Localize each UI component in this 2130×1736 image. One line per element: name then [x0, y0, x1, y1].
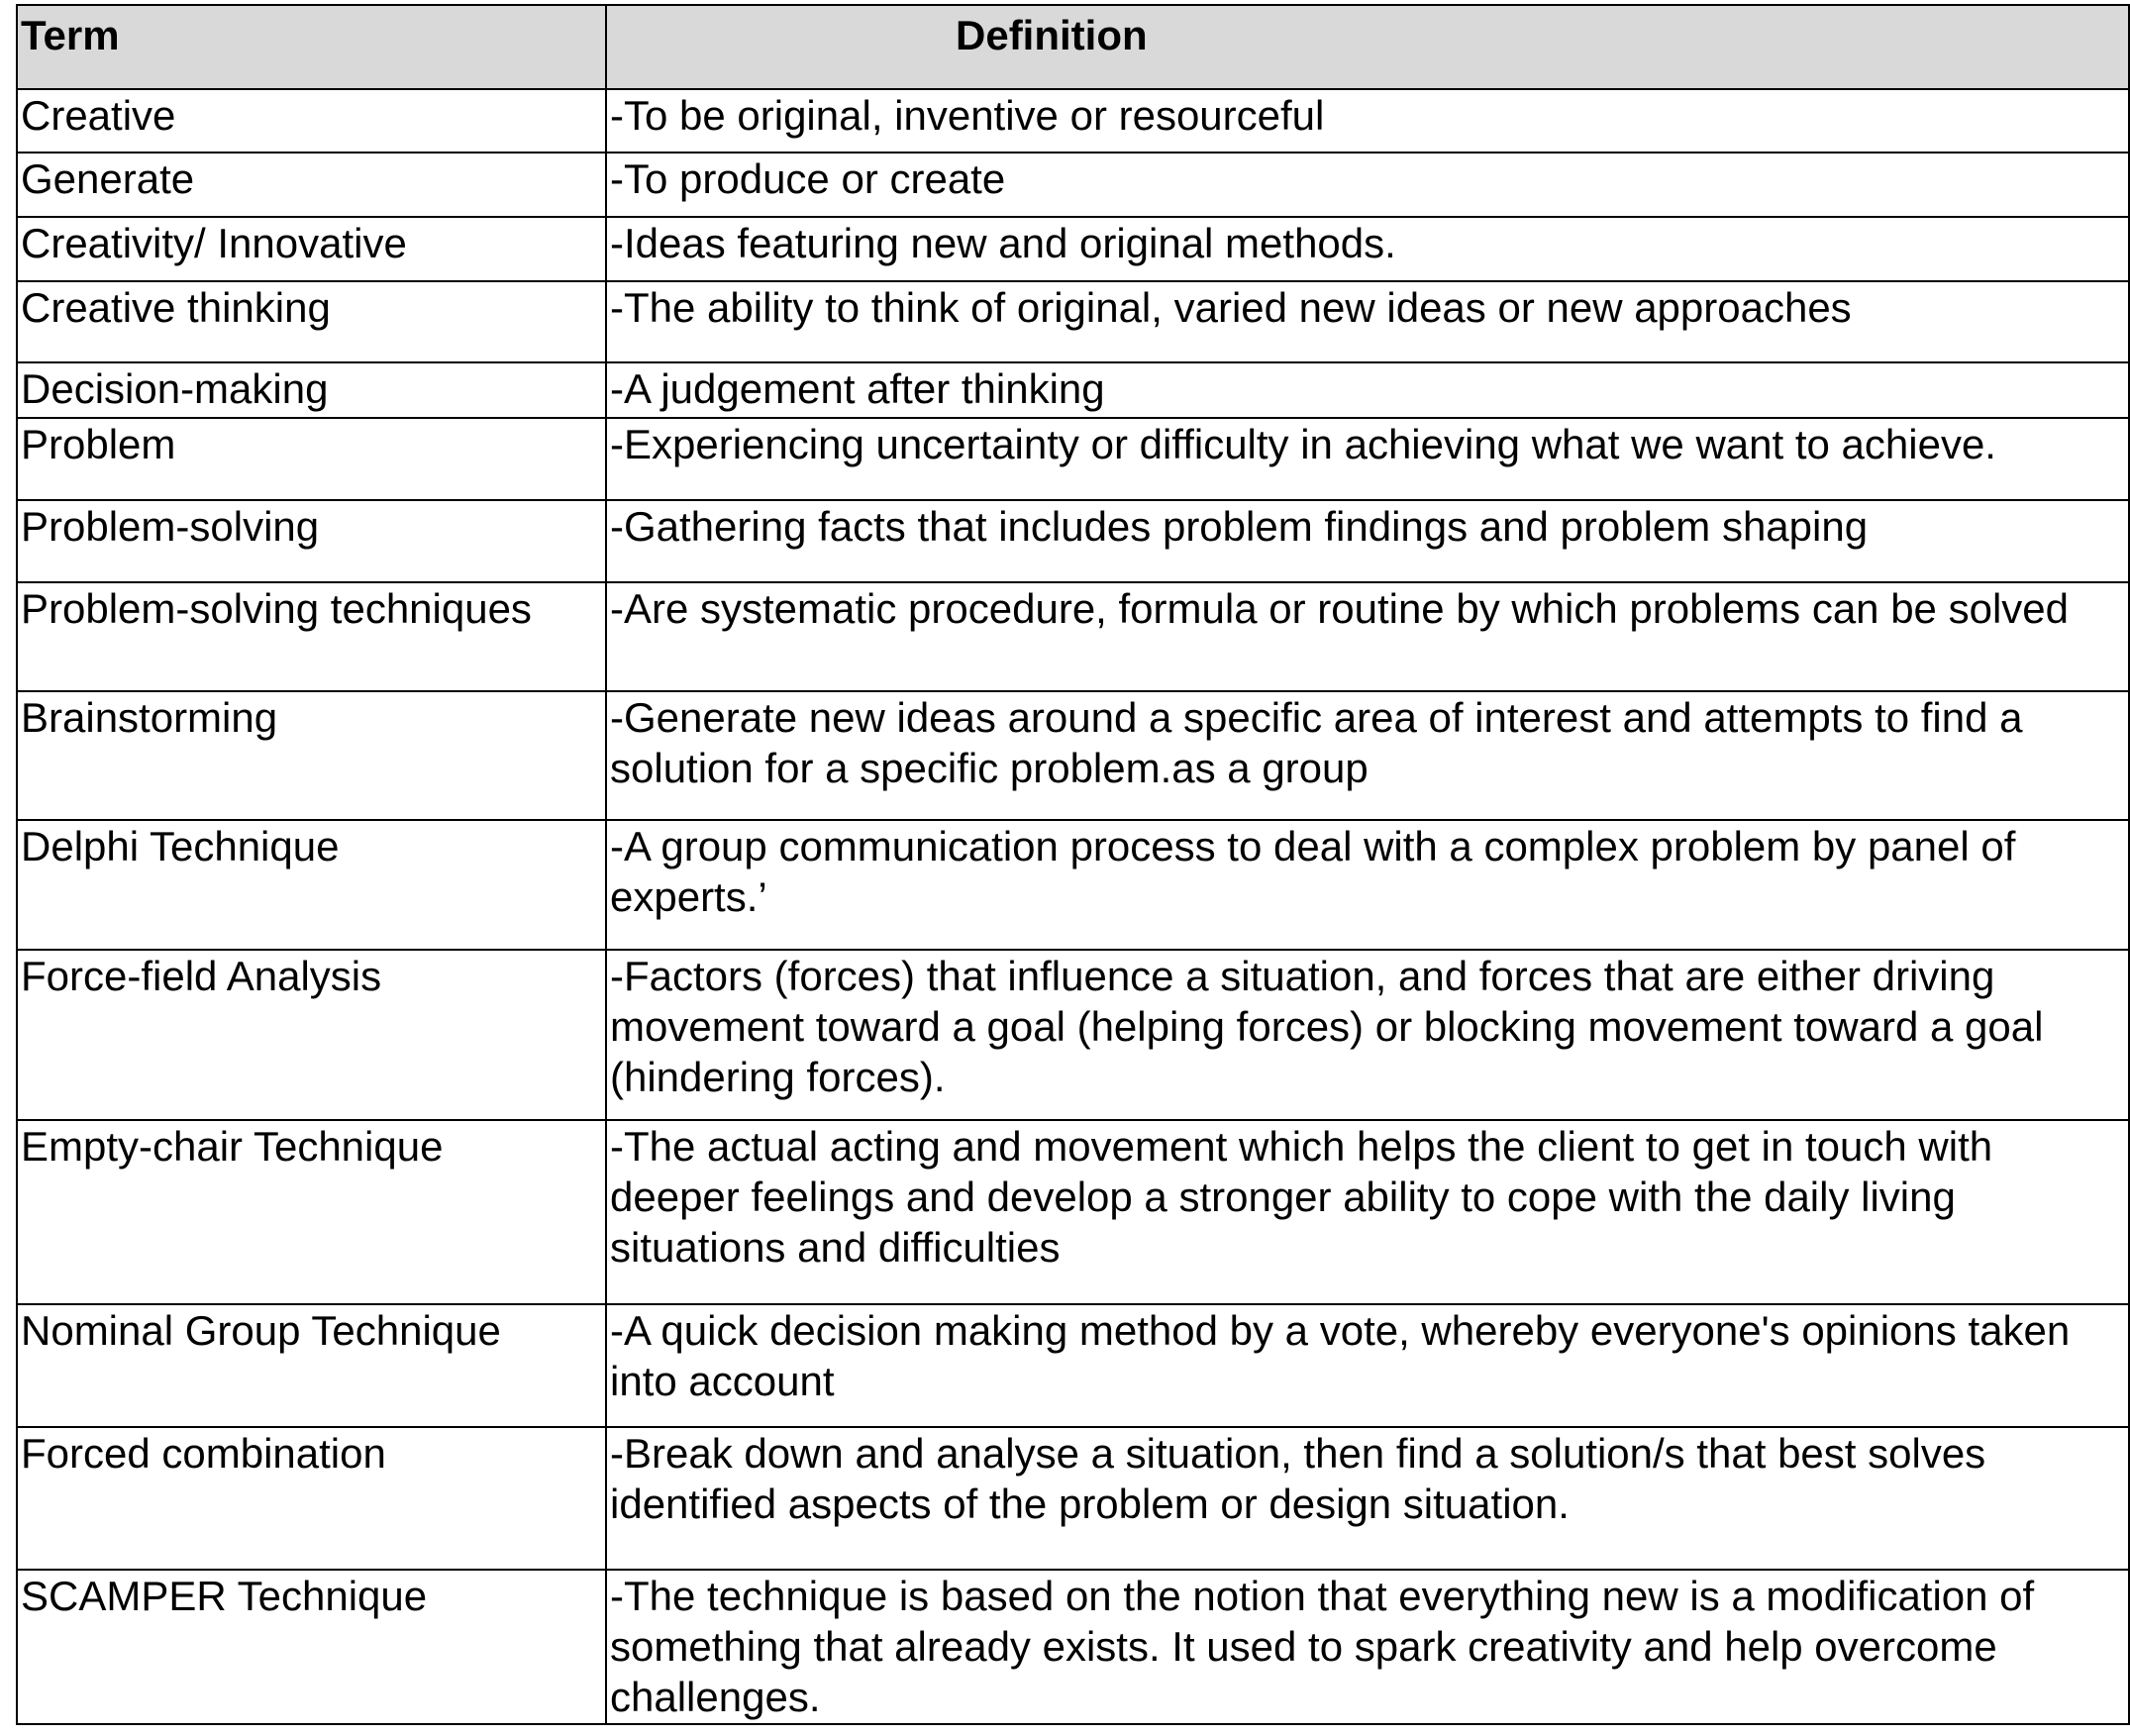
table-row [17, 362, 2129, 418]
table-row [17, 500, 2129, 582]
definition-column-header: Definition [606, 5, 2129, 89]
table-row [17, 691, 2129, 820]
definition-cell: -A quick decision making method by a vote, whereby everyone's opinions taken into account [606, 1304, 2129, 1427]
definition-cell: -The ability to think of original, varied new ideas or new approaches [606, 281, 2129, 362]
definition-cell: -The technique is based on the notion that everything new is a modification of something that already exists. It used to spark creativity and help overcome challenges. [606, 1570, 2129, 1724]
definition-cell: -A group communication process to deal with a complex problem by panel of experts.’ [606, 820, 2129, 950]
table-row [17, 89, 2129, 153]
definition-cell: -Are systematic procedure, formula or routine by which problems can be solved [606, 582, 2129, 691]
table-row [17, 1427, 2129, 1570]
table-row [17, 1304, 2129, 1427]
term-column-header: Term [17, 5, 606, 89]
glossary-table [16, 4, 2130, 1725]
term-cell: Brainstorming [17, 691, 606, 820]
term-cell: Creative thinking [17, 281, 606, 362]
table-row [17, 1570, 2129, 1724]
term-cell: Empty-chair Technique [17, 1120, 606, 1304]
table-row [17, 153, 2129, 217]
term-cell: Problem-solving [17, 500, 606, 582]
definition-cell: -To be original, inventive or resourceful [606, 89, 2129, 153]
definition-cell: -Generate new ideas around a specific area of interest and attempts to find a solution for a specific problem.as a group [606, 691, 2129, 820]
term-cell: Generate [17, 153, 606, 217]
term-cell: Delphi Technique [17, 820, 606, 950]
table-row [17, 418, 2129, 500]
term-cell: SCAMPER Technique [17, 1570, 606, 1724]
term-cell: Force-field Analysis [17, 950, 606, 1120]
term-cell: Creativity/ Innovative [17, 217, 606, 281]
table-row [17, 950, 2129, 1120]
term-cell: Decision-making [17, 362, 606, 418]
definition-cell: -Factors (forces) that influence a situation, and forces that are either driving movement toward a goal (helping forces) or blocking movement toward a goal (hindering forces). [606, 950, 2129, 1120]
definition-cell: -The actual acting and movement which helps the client to get in touch with deeper feelings and develop a stronger ability to cope with the daily living situations and difficulties [606, 1120, 2129, 1304]
term-cell: Forced combination [17, 1427, 606, 1570]
table-row [17, 582, 2129, 691]
term-cell: Nominal Group Technique [17, 1304, 606, 1427]
term-cell: Creative [17, 89, 606, 153]
definition-cell: -Break down and analyse a situation, then find a solution/s that best solves identified aspects of the problem or design situation. [606, 1427, 2129, 1570]
header-row [17, 5, 2129, 89]
definition-cell: -Experiencing uncertainty or difficulty in achieving what we want to achieve. [606, 418, 2129, 500]
table-row [17, 1120, 2129, 1304]
definition-cell: -To produce or create [606, 153, 2129, 217]
definition-cell: -A judgement after thinking [606, 362, 2129, 418]
table-row [17, 281, 2129, 362]
definition-cell: -Ideas featuring new and original methods. [606, 217, 2129, 281]
definition-cell: -Gathering facts that includes problem findings and problem shaping [606, 500, 2129, 582]
term-cell: Problem [17, 418, 606, 500]
table-row [17, 217, 2129, 281]
term-cell: Problem-solving techniques [17, 582, 606, 691]
table-row [17, 820, 2129, 950]
